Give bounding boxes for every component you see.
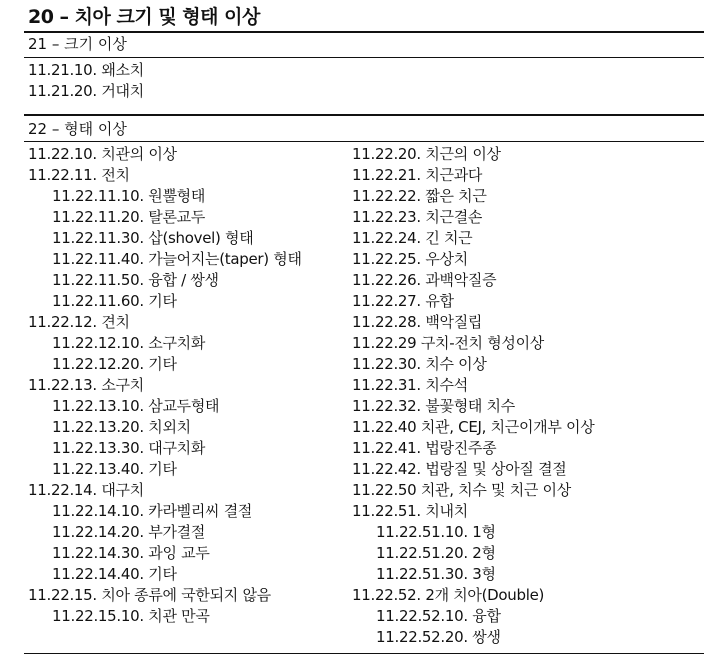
list-item: 11.22.13.40. 기타 [52, 460, 177, 478]
list-item: 11.22.13. 소구치 [28, 376, 144, 394]
list-item: 11.22.14.10. 카라벨리씨 결절 [52, 502, 253, 520]
list-item: 11.22.11.40. 가늘어지는(taper) 형태 [52, 250, 302, 268]
list-item: 11.22.52.10. 융합 [376, 607, 501, 625]
list-item: 11.22.22. 짧은 치근 [352, 187, 487, 205]
left-column [28, 144, 302, 627]
page-title: 20 – 치아 크기 및 형태 이상 [28, 6, 260, 28]
list-item: 11.22.25. 우상치 [352, 250, 468, 268]
list-item: 11.22.12.20. 기타 [52, 355, 177, 373]
list-item: 11.22.31. 치수석 [352, 376, 468, 394]
list-item: 11.22.41. 법랑진주종 [352, 439, 497, 457]
list-item: 11.22.11.10. 원뿔형태 [52, 187, 206, 205]
list-item: 11.22.15.10. 치관 만곡 [52, 607, 210, 625]
divider [24, 653, 704, 654]
list-item: 11.22.51.10. 1형 [376, 523, 496, 541]
list-item: 11.22.11.20. 탈론교두 [52, 208, 206, 226]
list-item: 11.22.11.50. 융합 / 쌍생 [52, 271, 219, 289]
list-item: 11.22.10. 치관의 이상 [28, 145, 177, 163]
list-item: 11.22.21. 치근과다 [352, 166, 483, 184]
list-item: 11.22.14.40. 기타 [52, 565, 177, 583]
divider [24, 114, 704, 116]
list-item: 11.21.10. 왜소치 [28, 61, 144, 79]
list-item: 11.22.11.30. 삽(shovel) 형태 [52, 229, 254, 247]
list-item: 11.22.14. 대구치 [28, 481, 144, 499]
list-item: 11.22.20. 치근의 이상 [352, 145, 501, 163]
list-item: 11.22.11. 전치 [28, 166, 130, 184]
list-item: 11.22.52. 2개 치아(Double) [352, 586, 545, 604]
section-22-header: 22 – 형태 이상 [28, 120, 127, 138]
list-item: 11.22.13.10. 삼교두형태 [52, 397, 220, 415]
list-item: 11.22.32. 불꽃형태 치수 [352, 397, 515, 415]
divider [24, 141, 704, 142]
list-item: 11.22.26. 과백악질증 [352, 271, 497, 289]
list-item: 11.21.20. 거대치 [28, 82, 144, 100]
list-item: 11.22.28. 백악질립 [352, 313, 483, 331]
list-item: 11.22.27. 유합 [352, 292, 454, 310]
list-item: 11.22.24. 긴 치근 [352, 229, 473, 247]
list-item: 11.22.23. 치근결손 [352, 208, 483, 226]
list-item: 11.22.12. 견치 [28, 313, 130, 331]
section-21-header: 21 – 크기 이상 [28, 35, 127, 53]
list-item: 11.22.14.20. 부가결절 [52, 523, 206, 541]
list-item: 11.22.52.20. 쌍생 [376, 628, 501, 646]
list-item: 11.22.30. 치수 이상 [352, 355, 487, 373]
list-item: 11.22.14.30. 과잉 교두 [52, 544, 210, 562]
list-item: 11.22.12.10. 소구치화 [52, 334, 206, 352]
list-item: 11.22.40 치관, CEJ, 치근이개부 이상 [352, 418, 595, 436]
divider [24, 57, 704, 58]
list-item: 11.22.11.60. 기타 [52, 292, 177, 310]
list-item: 11.22.51. 치내치 [352, 502, 468, 520]
list-item: 11.22.51.30. 3형 [376, 565, 496, 583]
list-item: 11.22.13.30. 대구치화 [52, 439, 206, 457]
list-item: 11.22.13.20. 치외치 [52, 418, 191, 436]
list-item: 11.22.51.20. 2형 [376, 544, 496, 562]
right-column [352, 144, 594, 648]
list-item: 11.22.50 치관, 치수 및 치근 이상 [352, 481, 571, 499]
list-item: 11.22.15. 치아 종류에 국한되지 않음 [28, 586, 271, 604]
list-item: 11.22.29 구치-전치 형성이상 [352, 334, 544, 352]
list-item: 11.22.42. 법랑질 및 상아질 결절 [352, 460, 567, 478]
